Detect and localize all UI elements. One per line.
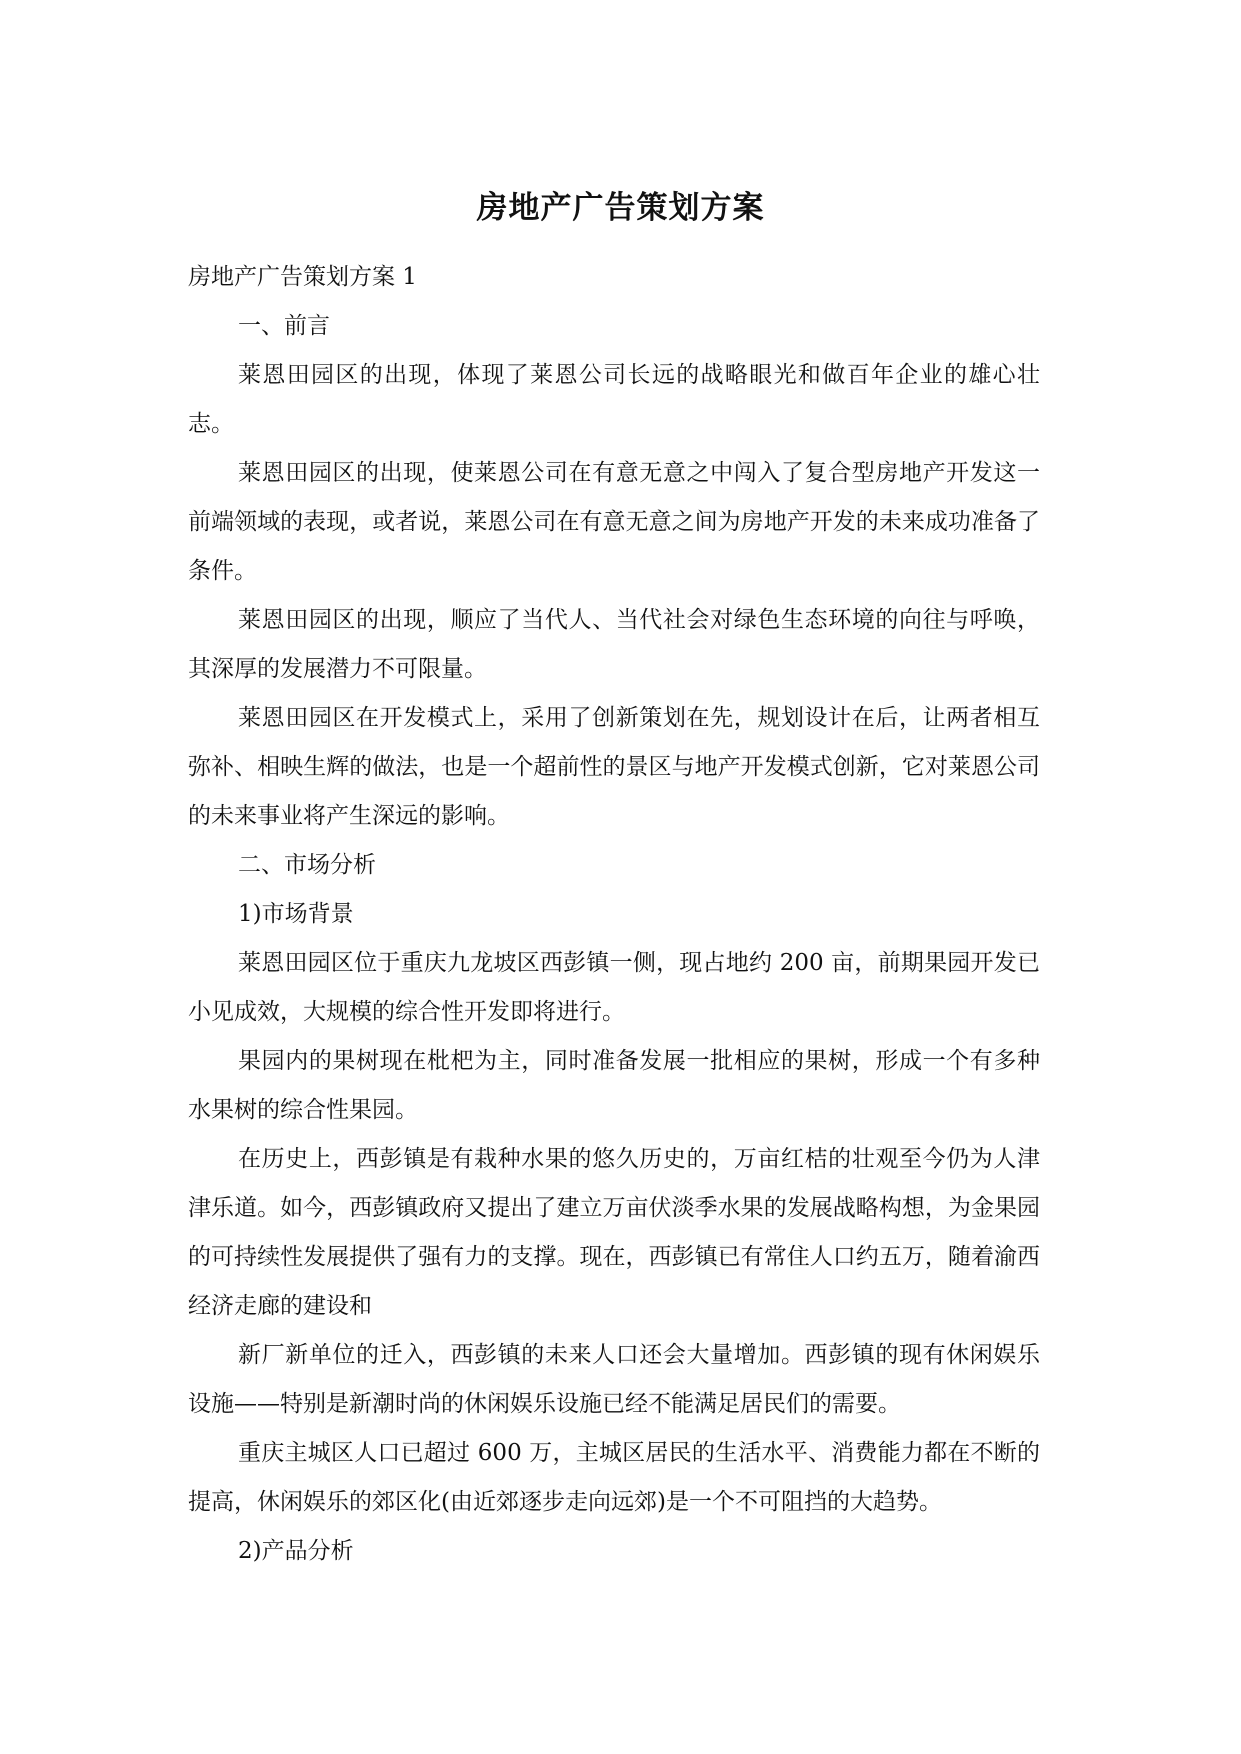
paragraph: 莱恩田园区的出现，顺应了当代人、当代社会对绿色生态环境的向往与呼唤，其深厚的发展潜力不可限量。	[188, 607, 1040, 682]
paragraph: 莱恩田园区在开发模式上，采用了创新策划在先，规划设计在后，让两者相互弥补、相映生辉的做法，也是一个超前性的景区与地产开发模式创新，它对莱恩公司的未来事业将产生深远的影响。	[188, 705, 1040, 829]
document-title: 房地产广告策划方案	[476, 190, 765, 226]
section-heading-preface: 一、前言	[238, 313, 330, 339]
document-body	[188, 253, 1040, 1576]
section-heading-market-analysis: 二、市场分析	[238, 852, 376, 878]
subheading-market-background: 1)市场背景	[238, 901, 354, 927]
paragraph: 重庆主城区人口已超过 600 万，主城区居民的生活水平、消费能力都在不断的提高，休闲娱乐的郊区化(由近郊逐步走向远郊)是一个不可阻挡的大趋势。	[188, 1440, 1040, 1515]
paragraph: 在历史上，西彭镇是有栽种水果的悠久历史的，万亩红桔的壮观至今仍为人津津乐道。如今，西彭镇政府又提出了建立万亩伏淡季水果的发展战略构想，为金果园的可持续性发展提供了强有力的支撑。现在，西彭镇已有常住人口约五万，随着渝西经济走廊的建设和	[188, 1146, 1040, 1319]
subheading-product-analysis: 2)产品分析	[238, 1538, 354, 1564]
paragraph: 新厂新单位的迁入，西彭镇的未来人口还会大量增加。西彭镇的现有休闲娱乐设施——特别是新潮时尚的休闲娱乐设施已经不能满足居民们的需要。	[188, 1342, 1040, 1417]
paragraph: 果园内的果树现在枇杷为主，同时准备发展一批相应的果树，形成一个有多种水果树的综合性果园。	[188, 1048, 1040, 1123]
paragraph: 莱恩田园区位于重庆九龙坡区西彭镇一侧，现占地约 200 亩，前期果园开发已小见成效，大规模的综合性开发即将进行。	[188, 950, 1040, 1025]
paragraph: 莱恩田园区的出现，体现了莱恩公司长远的战略眼光和做百年企业的雄心壮志。	[188, 362, 1040, 437]
paragraph: 莱恩田园区的出现，使莱恩公司在有意无意之中闯入了复合型房地产开发这一前端领域的表现，或者说，莱恩公司在有意无意之间为房地产开发的未来成功准备了条件。	[188, 460, 1040, 584]
document-subtitle: 房地产广告策划方案 1	[188, 264, 417, 290]
